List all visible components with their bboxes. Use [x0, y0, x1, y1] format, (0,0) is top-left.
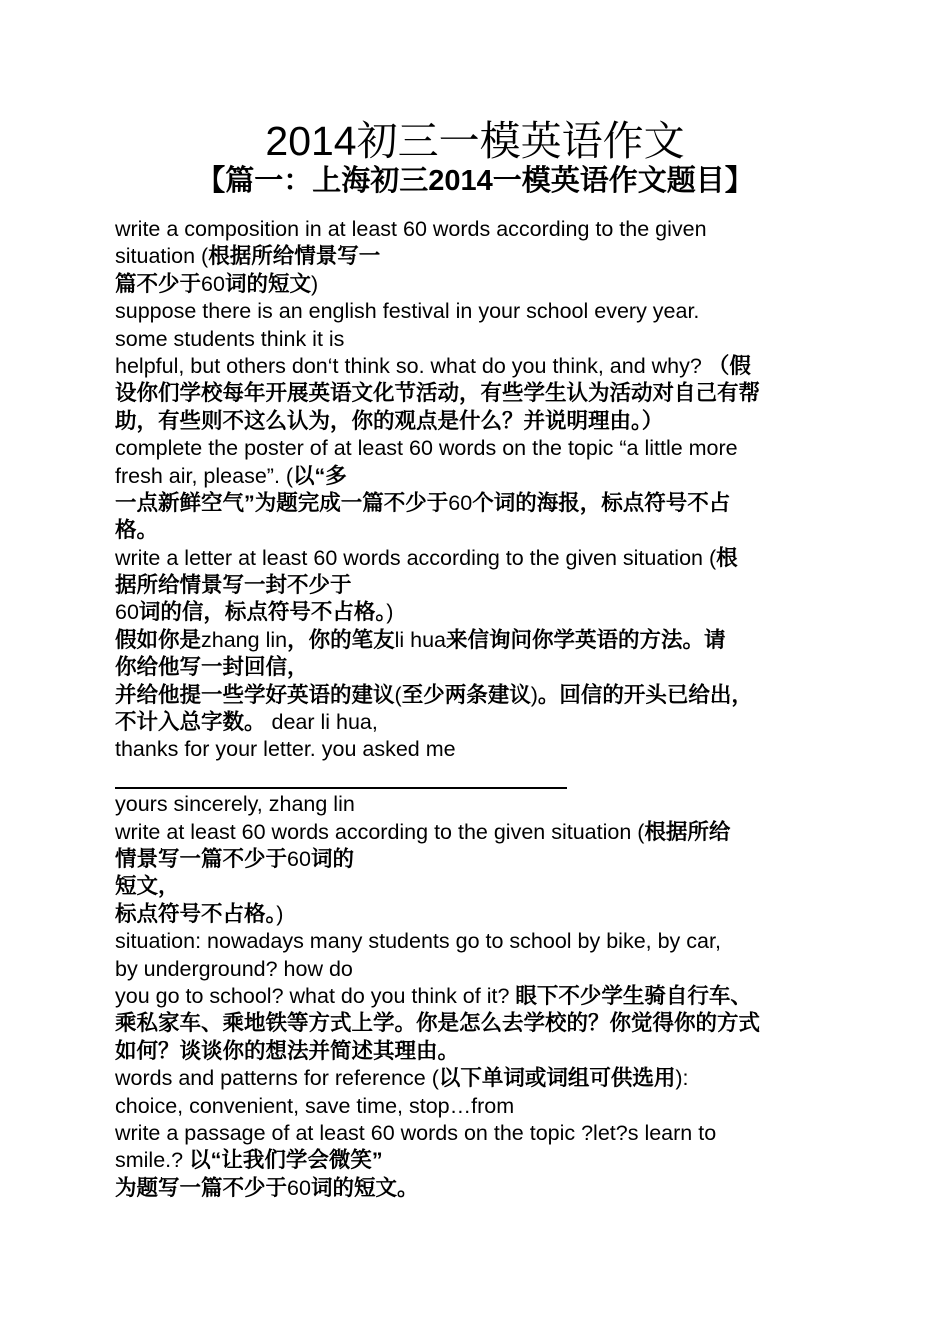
text-segment: li hua	[394, 627, 447, 652]
text-line	[115, 216, 845, 243]
text-line	[115, 1065, 845, 1092]
text-segment: 60	[448, 490, 473, 515]
chinese-instruction: 词的信，标点符号不占格。	[138, 600, 387, 625]
chinese-instruction: 助，有些则不这么认为，你的观点是什么？并说明理由。）	[115, 408, 664, 433]
chinese-instruction: 情景写一篇不少于	[115, 846, 288, 871]
text-segment: 60	[287, 1175, 311, 1200]
chinese-instruction: （假	[707, 353, 751, 378]
text-line	[115, 873, 845, 900]
chinese-instruction: 标点符号不占格。	[115, 901, 277, 926]
text-line	[115, 654, 845, 681]
chinese-instruction: 一点新鲜空气”为题完成一篇不少于	[115, 490, 449, 515]
text-segment: suppose there is an english festival in your school every year.	[115, 299, 700, 324]
text-line	[115, 682, 845, 709]
chinese-instruction: 据所给情景写一封不少于	[115, 573, 352, 598]
chinese-instruction: 并给他提一些学好英语的建议	[115, 682, 395, 707]
chinese-instruction: 至少两条建议	[401, 682, 531, 707]
document-body	[115, 216, 845, 1202]
text-segment: 60	[115, 600, 139, 625]
text-line	[115, 928, 845, 955]
text-segment: (	[394, 682, 402, 707]
text-line	[115, 791, 845, 818]
text-line	[115, 1120, 845, 1147]
text-segment: 60	[287, 846, 311, 871]
chinese-instruction: 如何？谈谈你的想法并简述其理由。	[115, 1038, 460, 1063]
chinese-instruction: 乘私家车、乘地铁等方式上学。你是怎么去学校的？你觉得你的方式	[115, 1011, 761, 1036]
chinese-instruction: 。回信的开头已给出，	[537, 682, 753, 707]
text-segment: fresh air, please”. (	[115, 463, 294, 488]
text-segment: helpful, but others don‘t think so. what do you think, and why?	[115, 353, 708, 378]
text-line	[115, 517, 845, 544]
text-line	[115, 326, 845, 353]
text-segment: dear li hua,	[265, 710, 378, 735]
text-segment: smile.?	[115, 1148, 190, 1173]
chinese-instruction: 格。	[115, 518, 159, 543]
text-segment: thanks for your letter. you asked me	[115, 737, 456, 762]
text-line	[115, 1093, 845, 1120]
chinese-instruction: 根	[716, 545, 738, 570]
text-line	[115, 1010, 845, 1037]
chinese-instruction: 不计入总字数。	[115, 710, 266, 735]
text-segment: situation (	[115, 244, 209, 269]
text-line	[115, 819, 845, 846]
text-line	[115, 1147, 845, 1174]
chinese-instruction: 篇不少于	[115, 271, 202, 296]
chinese-instruction: 以“多	[293, 463, 347, 488]
text-segment: )	[386, 600, 394, 625]
text-segment: )	[310, 271, 319, 296]
chinese-instruction: 以下单词或词组可供选用	[438, 1066, 676, 1091]
text-line	[115, 983, 845, 1010]
chinese-instruction: 个词的海报，标点符号不占	[472, 490, 731, 515]
text-line	[115, 353, 845, 380]
text-segment: complete the poster of at least 60 words on the topic “a little more	[115, 436, 738, 461]
chinese-instruction: 根据所给情景写一	[208, 244, 381, 269]
chinese-instruction: 你给他写一封回信，	[115, 655, 309, 680]
text-segment: you go to school? what do you think of it?	[115, 983, 516, 1008]
text-segment: choice, convenient, save time, stop…from	[115, 1093, 515, 1118]
text-line	[115, 408, 845, 435]
text-line	[115, 298, 845, 325]
chinese-instruction: 词的	[310, 846, 354, 871]
chinese-instruction: 假如你是	[115, 627, 202, 652]
text-line	[115, 380, 845, 407]
chinese-instruction: 词的短文	[224, 271, 311, 296]
text-segment: write a passage of at least 60 words on the topic ?let?s learn to	[115, 1120, 717, 1145]
chinese-instruction: 短文，	[115, 874, 180, 899]
text-line	[115, 1038, 845, 1065]
text-segment: words and patterns for reference (	[115, 1066, 439, 1091]
chinese-instruction: 词的短文。	[310, 1175, 419, 1200]
chinese-instruction: 为题写一篇不少于	[115, 1175, 288, 1200]
text-segment: )	[276, 901, 284, 926]
document-title: 2014初三一模英语作文	[265, 118, 685, 164]
text-line	[115, 243, 845, 270]
text-line	[115, 545, 845, 572]
text-line	[115, 490, 845, 517]
text-line	[115, 1175, 845, 1202]
text-line	[115, 736, 845, 763]
text-segment: write at least 60 words according to the given situation (	[115, 819, 645, 844]
chinese-instruction: ，你的笔友	[287, 627, 395, 652]
text-line	[115, 599, 845, 626]
chinese-instruction: 根据所给	[644, 819, 731, 844]
chinese-instruction: 来信询问你学英语的方法。请	[446, 627, 726, 652]
chinese-instruction: 眼下不少学生骑自行车、	[515, 983, 752, 1008]
text-segment: write a composition in at least 60 words according to the given	[115, 217, 707, 241]
text-line	[115, 901, 845, 928]
text-segment: zhang lin	[201, 627, 288, 652]
text-segment: write a letter at least 60 words according to the given situation (	[115, 545, 717, 570]
text-segment: by underground? how do	[115, 956, 353, 981]
text-segment: situation: nowadays many students go to school by bike, by car,	[115, 929, 721, 954]
text-line	[115, 271, 845, 298]
text-segment: ):	[675, 1066, 689, 1091]
text-line	[115, 627, 845, 654]
text-line	[115, 435, 845, 462]
text-line	[115, 846, 845, 873]
text-segment: )	[530, 682, 538, 707]
text-segment: some students think it is	[115, 326, 345, 351]
document-subtitle: 【篇一：上海初三2014一模英语作文题目】	[196, 165, 754, 197]
text-line	[115, 709, 845, 736]
text-line	[115, 956, 845, 983]
chinese-instruction: 以“让我们学会微笑”	[189, 1148, 383, 1173]
text-line	[115, 572, 845, 599]
chinese-instruction: 设你们学校每年开展英语文化节活动，有些学生认为活动对自己有帮	[115, 381, 761, 406]
answer-blank-line	[115, 764, 567, 791]
text-line	[115, 463, 845, 490]
text-segment: yours sincerely, zhang lin	[115, 792, 355, 817]
text-segment: 60	[201, 271, 225, 296]
